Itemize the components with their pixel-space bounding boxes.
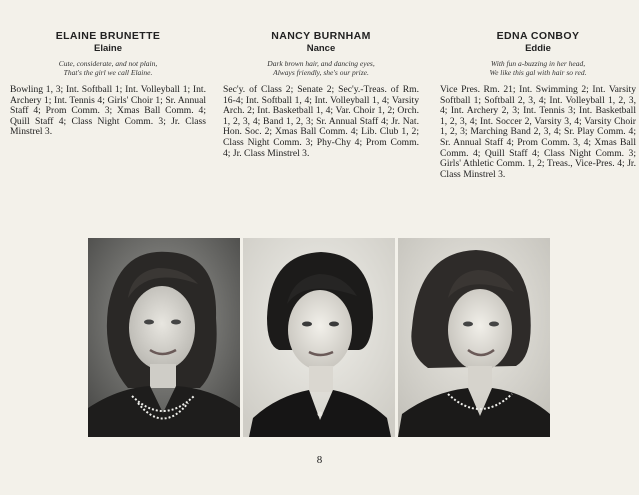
quote-line: With fun a-buzzing in her head, <box>490 59 586 68</box>
quote-line: Dark brown hair, and dancing eyes, <box>267 59 375 68</box>
student-activities: Sec'y. of Class 2; Senate 2; Sec'y.-Treas. of Rm. 16-4; Int. Softball 1, 4; Int. Volleyball 1, 4; Varsity Arch. 2; Int. Basketball 1, 4; Var. Choir 1, 2; Orch. 1, 2, 3, 4; Band 1, 2, 3; Sr. Annual Staff 4; Jr. Nat. Hon. Soc. 2; Xmas Ball Comm. 4; Lib. Club 1, 2; Class Night Comm. 3; Phy-Chy 4; Prom Comm. 4; Jr. Class Minstrel 3. <box>223 84 419 159</box>
student-nickname: Nance <box>306 43 336 54</box>
student-activities: Vice Pres. Rm. 21; Int. Swimming 2; Int. Varsity Softball 1; Softball 2, 3, 4; Int. Volleyball 1, 2, 3, 4; Int. Archery 2, 3; Int. Tennis 3; Int. Basketball 1, 2, 3, 4; Int. Soccer 2, Varsity 3, 4; Varsity Choir 1, 2, 3; Marching Band 2, 3, 4; Sr. Play Comm. 4; Sr. Annual Staff 4; Prom Comm. 3, 4; Xmas Ball Comm. 4; Quill Staff 4; Class Night Comm. 3; Girls' Athletic Comm. 1, 2; Treas., Vice-Pres. 4; Jr. Class Minstrel 3. <box>440 84 636 180</box>
student-quote <box>440 60 636 77</box>
portrait-photo-elaine <box>88 238 240 437</box>
student-name: NANCY BURNHAM <box>271 30 371 42</box>
quote-line: We like this gal with hair so red. <box>489 67 587 77</box>
student-name: EDNA CONBOY <box>496 30 580 42</box>
portrait-photo-nancy <box>243 238 395 437</box>
student-nickname: Elaine <box>94 43 122 54</box>
student-activities: Bowling 1, 3; Int. Softball 1; Int. Volleyball 1; Int. Archery 1; Int. Tennis 4; Girls' Choir 1; Sr. Annual Staff 4; Prom Comm. 3; Xmas Ball Comm. 4; Quill Staff 4; Class Night Comm. 3; Jr. Class Minstrel 3. <box>10 84 206 138</box>
quote-line: That's the girl we call Elaine. <box>63 67 153 77</box>
senior-entry-nancy-burnham <box>223 30 419 159</box>
student-quote <box>223 60 419 77</box>
student-quote <box>10 60 206 77</box>
student-name: ELAINE BRUNETTE <box>55 30 161 42</box>
quote-line: Always friendly, she's our prize. <box>273 67 369 77</box>
page-number: 8 <box>316 454 323 466</box>
portrait-photo-edna <box>398 238 550 437</box>
senior-entry-elaine-brunette <box>10 30 206 138</box>
quote-line: Cute, considerate, and not plain, <box>58 59 158 68</box>
portrait-row <box>88 238 550 437</box>
senior-entry-edna-conboy <box>440 30 636 180</box>
student-nickname: Eddie <box>525 43 551 54</box>
